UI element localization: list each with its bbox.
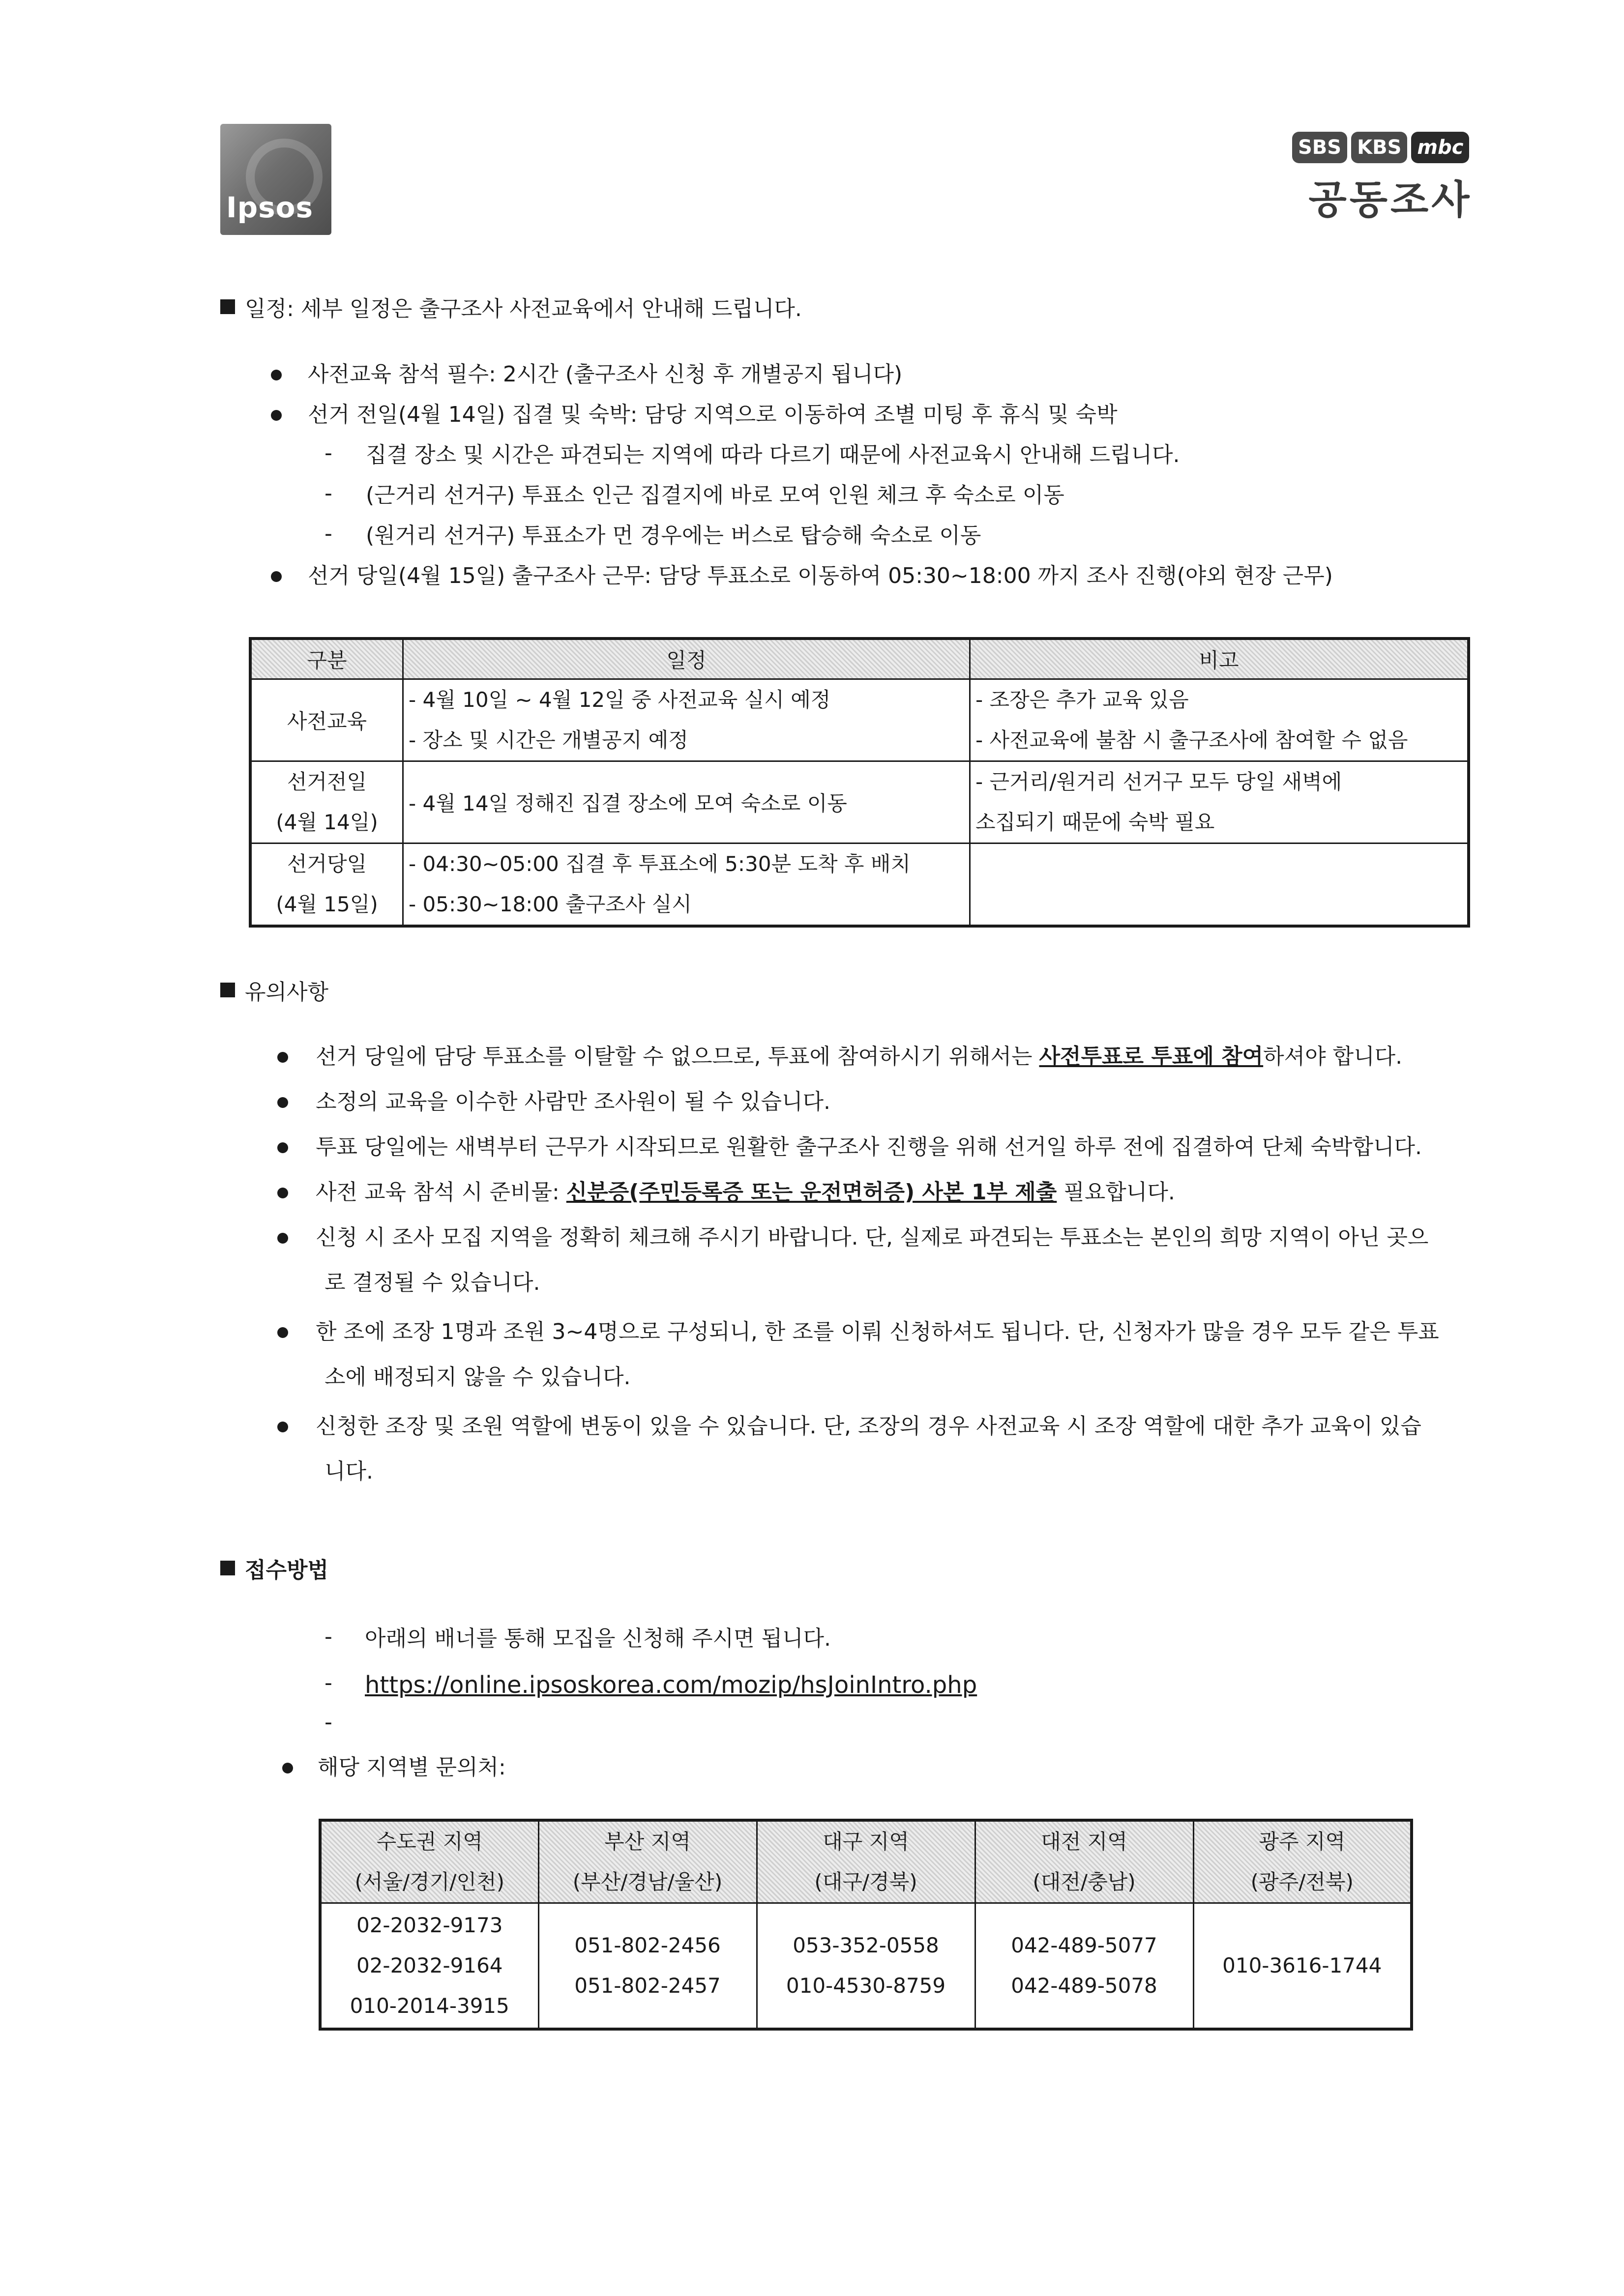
square-bullet-icon [220,299,235,314]
square-bullet-icon [220,1561,235,1575]
phone-cell [757,1903,975,2030]
table-row [250,679,1469,761]
note-5-line-1: 신청 시 조사 모집 지역을 정확히 체크해 주시기 바랍니다. 단, 실제로 파견되는 투표소는 본인의 희망 지역이 아닌 곳으 [316,1225,1429,1250]
table-row [250,843,1469,927]
region-sub: (대전/충남) [1033,1870,1136,1894]
cell-line: - 장소 및 시간은 개별공지 예정 [409,728,688,752]
note-cell [970,843,1469,927]
phone-cell [975,1903,1193,2030]
cell-line: - 조장은 추가 교육 있음 [975,688,1189,712]
note-1-tail: 하셔야 합니다. [1263,1044,1403,1069]
bullet-icon [271,571,282,582]
table-header-row [250,639,1469,679]
dash-icon: - [325,1710,332,1735]
note-4-emphasis: 신분증(주민등록증 또는 운전면허증) 사본 1부 제출 [566,1180,1057,1205]
phone-number: 051-802-2457 [574,1974,721,1998]
dash-icon: - [325,1670,332,1695]
apply-heading-text: 접수방법 [245,1558,329,1583]
phone-number: 053-352-0558 [793,1933,939,1957]
note-4 [316,1178,1175,1207]
kbs-logo: KBS [1351,132,1407,163]
region-name: 수도권 지역 [376,1830,483,1854]
dash-icon: - [325,1624,332,1649]
region-name: 대전 지역 [1041,1830,1127,1854]
broadcast-joint-logo [1292,132,1489,240]
phone-number: 010-3616-1744 [1222,1953,1382,1977]
schedule-heading-text: 일정: 세부 일정은 출구조사 사전교육에서 안내해 드립니다. [245,296,802,321]
note-7-line-1: 신청한 조장 및 조원 역할에 변동이 있을 수 있습니다. 단, 조장의 경우 사전교육 시 조장 역할에 대한 추가 교육이 있습 [316,1414,1421,1439]
note-cell [970,761,1469,843]
schedule-table [249,637,1470,928]
schedule-bullet-3: 선거 당일(4월 15일) 출구조사 근무: 담당 투표소로 이동하여 05:30~18:00 까지 조사 진행(야외 현장 근무) [308,563,1333,588]
mbc-logo: mbc [1411,132,1469,163]
row-label [250,843,403,927]
contact-label: 해당 지역별 문의처: [318,1755,506,1780]
note-4-tail: 필요합니다. [1057,1180,1175,1205]
bullet-icon [277,1097,288,1108]
table-header: 비고 [970,639,1469,679]
schedule-bullet-2: 선거 전일(4월 14일) 집결 및 숙박: 담당 지역으로 이동하여 조별 미팅 후 휴식 및 숙박 [308,402,1118,427]
notes-heading [220,974,328,1006]
table-row [250,761,1469,843]
note-1 [316,1042,1402,1072]
sbs-logo: SBS [1292,132,1347,163]
phone-number: 042-489-5077 [1011,1933,1157,1957]
cell-line: - 4월 10일 ~ 4월 12일 중 사전교육 실시 예정 [409,688,831,712]
note-3: 투표 당일에는 새벽부터 근무가 시작되므로 원활한 출구조사 진행을 위해 선거일 하루 전에 집결하여 단체 숙박합니다. [316,1134,1422,1160]
note-6-line-1: 한 조에 조장 1명과 조원 3~4명으로 구성되니, 한 조를 이뤄 신청하셔도 됩니다. 단, 신청자가 많을 경우 모두 같은 투표 [316,1319,1439,1344]
note-7-line-2: 니다. [325,1459,373,1484]
dash-icon: - [325,440,332,465]
region-header-busan [538,1820,757,1903]
row-label [250,761,403,843]
cell-line: (4월 15일) [276,892,378,916]
phone-number: 042-489-5078 [1011,1974,1157,1998]
cell-line: 소집되기 때문에 숙박 필요 [975,810,1215,834]
phone-number: 02-2032-9173 [356,1913,503,1937]
contact-table [319,1819,1413,2031]
region-sub: (광주/전북) [1250,1870,1354,1894]
note-5-line-2: 로 결정될 수 있습니다. [325,1270,540,1295]
note-6-line-2: 소에 배정되지 않을 수 있습니다. [325,1365,631,1390]
phone-cell [538,1903,757,2030]
schedule-bullet-1: 사전교육 참석 필수: 2시간 (출구조사 신청 후 개별공지 됩니다) [308,362,903,387]
note-4-text: 사전 교육 참석 시 준비물: [316,1180,566,1205]
phone-number: 010-4530-8759 [786,1974,946,1998]
apply-url-link[interactable]: https://online.ipsoskorea.com/mozip/hsJoinIntro.php [365,1671,977,1699]
cell-line: - 사전교육에 불참 시 출구조사에 참여할 수 없음 [975,728,1408,752]
region-header-daejeon [975,1820,1193,1903]
region-name: 광주 지역 [1259,1830,1346,1854]
cell-line: - 04:30~05:00 집결 후 투표소에 5:30분 도착 후 배치 [409,852,911,876]
apply-heading [220,1552,328,1584]
dash-icon: - [325,521,332,546]
region-header-capital [320,1820,538,1903]
bullet-icon [277,1233,288,1244]
cell-line: - 05:30~18:00 출구조사 실시 [409,892,692,916]
phone-cell [1193,1903,1412,2030]
cell-line: 선거당일 [287,852,367,876]
note-1-text: 선거 당일에 담당 투표소를 이탈할 수 없으므로, 투표에 참여하시기 위해서는 [316,1044,1039,1069]
phone-number: 010-2014-3915 [350,1994,509,2018]
plan-cell [403,679,970,761]
ipsos-logo [220,124,331,235]
region-name: 부산 지역 [604,1830,691,1854]
region-sub: (부산/경남/울산) [572,1870,723,1894]
bullet-icon [277,1422,288,1432]
region-header-daegu [757,1820,975,1903]
bullet-icon [277,1327,288,1338]
bullet-icon [282,1763,293,1773]
bullet-icon [277,1188,288,1198]
bullet-icon [277,1052,288,1063]
joint-survey-caption: 공동조사 [1308,176,1473,223]
apply-url[interactable] [365,1670,977,1700]
schedule-heading [220,291,802,322]
dash-icon: - [325,481,332,506]
region-sub: (서울/경기/인천) [354,1870,504,1894]
table-header: 구분 [250,639,403,679]
phone-number: 051-802-2456 [574,1933,721,1957]
table-header: 일정 [403,639,970,679]
row-label: 사전교육 [250,679,403,761]
bullet-icon [271,410,282,421]
note-cell [970,679,1469,761]
schedule-sub-1: 집결 장소 및 시간은 파견되는 지역에 따라 다르기 때문에 사전교육시 안내해 드립니다. [366,442,1180,467]
note-2: 소정의 교육을 이수한 사람만 조사원이 될 수 있습니다. [316,1089,830,1114]
region-sub: (대구/경북) [814,1870,917,1894]
region-header-gwangju [1193,1820,1412,1903]
plan-cell [403,843,970,927]
schedule-sub-2: (근거리 선거구) 투표소 인근 집결지에 바로 모여 인원 체크 후 숙소로 이동 [366,483,1064,508]
table-header-row [320,1820,1412,1903]
phone-number: 02-2032-9164 [356,1953,503,1977]
plan-cell: - 4월 14일 정해진 집결 장소에 모여 숙소로 이동 [403,761,970,843]
ipsos-logo-text: Ipsos [226,191,313,224]
note-1-emphasis: 사전투표로 투표에 참여 [1039,1044,1264,1069]
cell-line: 선거전일 [287,770,367,794]
notes-heading-text: 유의사항 [245,980,329,1005]
cell-line: (4월 14일) [276,810,378,834]
bullet-icon [277,1142,288,1153]
apply-instruction: 아래의 배너를 통해 모집을 신청해 주시면 됩니다. [365,1626,831,1651]
region-name: 대구 지역 [823,1830,909,1854]
bullet-icon [271,370,282,380]
table-row [320,1903,1412,2030]
schedule-sub-3: (원거리 선거구) 투표소가 먼 경우에는 버스로 탑승해 숙소로 이동 [366,523,981,548]
phone-cell [320,1903,538,2030]
cell-line: - 근거리/원거리 선거구 모두 당일 새벽에 [975,770,1342,794]
square-bullet-icon [220,983,235,997]
